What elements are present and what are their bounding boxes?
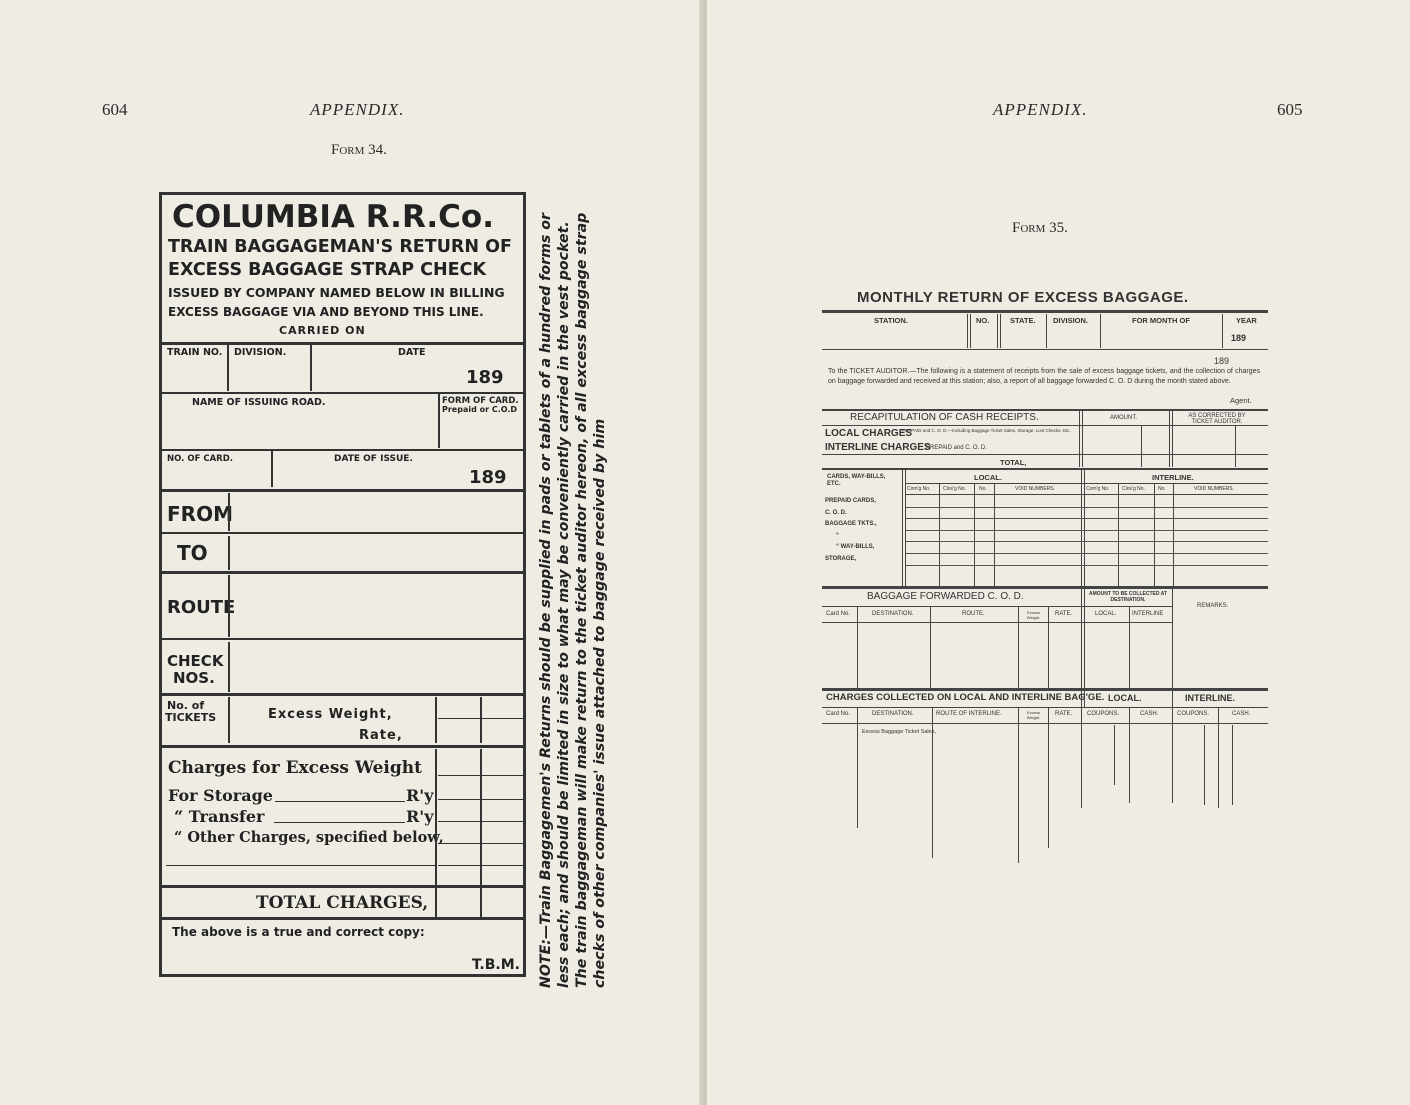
rule	[906, 518, 1268, 519]
rule	[162, 638, 523, 640]
fwd-col: Card No.	[826, 611, 851, 617]
true-copy-text: The above is a true and correct copy:	[172, 925, 425, 939]
rule	[1114, 725, 1115, 785]
rule	[822, 425, 1268, 426]
year-189-b: 189	[469, 467, 507, 488]
excess-ticket-sales: Excess Baggage Ticket Sales,	[862, 729, 936, 735]
rule	[1084, 691, 1085, 707]
rule	[970, 314, 971, 348]
agent-label: Agent.	[1230, 396, 1252, 405]
for-month-label: FOR MONTH OF	[1132, 316, 1190, 325]
fwd-col: Excess Weight.	[1026, 610, 1041, 620]
rule	[1048, 708, 1049, 848]
coll-col: ROUTE OF INTERLINE.	[936, 711, 1002, 717]
rule	[822, 409, 1268, 411]
rule	[1118, 484, 1119, 586]
rule	[162, 917, 523, 920]
rule	[906, 483, 1268, 484]
rule	[822, 468, 1268, 470]
via-line: EXCESS BAGGAGE VIA AND BEYOND THIS LINE.	[168, 305, 484, 319]
rule	[822, 707, 1268, 708]
from-label: FROM	[167, 502, 233, 526]
rule	[162, 489, 523, 492]
form-title-2: EXCESS BAGGAGE STRAP CHECK	[168, 260, 487, 280]
state-label: STATE.	[1010, 316, 1036, 325]
coll-col: Excess Weight.	[1026, 710, 1041, 720]
rule	[1084, 470, 1085, 586]
date-of-issue-label: DATE OF ISSUE.	[334, 454, 413, 464]
coll-col: CASH.	[1232, 711, 1251, 717]
local-head-2: LOCAL.	[1108, 693, 1142, 703]
coll-col: DESTINATION.	[872, 711, 914, 717]
page-number-left: 604	[102, 100, 128, 119]
rule	[1084, 589, 1085, 689]
rule	[967, 314, 968, 348]
check-label: CHECK	[167, 652, 224, 670]
other-charges-label: “ Other Charges, specified below,	[174, 829, 444, 846]
rule	[1081, 470, 1082, 586]
recap-heading: RECAPITULATION OF CASH RECEIPTS.	[850, 412, 1039, 423]
rule	[1204, 725, 1205, 805]
rule	[1172, 589, 1173, 689]
rule	[906, 541, 1268, 542]
charges-collected-heading: CHARGES COLLECTED ON LOCAL AND INTERLINE BAG'GE.	[826, 692, 1105, 703]
interline-charges-label: INTERLINE CHARGES	[825, 442, 931, 453]
no-label: NO.	[976, 316, 990, 325]
year-label: YEAR	[1236, 316, 1257, 325]
route-label: ROUTE	[167, 597, 236, 618]
rule	[1232, 725, 1233, 805]
rule	[906, 553, 1268, 554]
amount-label: AMOUNT.	[1110, 415, 1137, 421]
rule	[822, 586, 1268, 589]
rule	[1172, 411, 1173, 467]
rule	[438, 865, 524, 866]
no-of-label: No. of	[167, 699, 205, 712]
rule	[906, 565, 1268, 566]
transfer-label: “ Transfer	[174, 807, 265, 826]
rule	[1222, 314, 1223, 348]
rule	[930, 607, 931, 689]
fwd-col: ROUTE.	[962, 611, 985, 617]
year-value: 189	[1231, 333, 1247, 343]
rule	[228, 642, 230, 692]
rule	[822, 622, 1172, 623]
rule	[227, 345, 229, 391]
rule	[1048, 607, 1049, 689]
remarks-label: REMARKS.	[1197, 603, 1229, 609]
rule	[857, 607, 858, 689]
rule	[1100, 314, 1101, 348]
rule	[902, 470, 903, 586]
rule	[274, 822, 405, 823]
cards-waybills-label: CARDS, WAY-BILLS, ETC.	[827, 474, 886, 487]
intro-text: To the TICKET AUDITOR.—The following is a statement of receipts from the sale of excess baggage tickets, and the collection of charges on baggage forwarded and received at this station; also, a report of all baggage forwarded C. O. D during the month stated above.	[828, 368, 1260, 385]
rule	[162, 342, 523, 345]
rule	[1018, 708, 1019, 863]
rule	[228, 697, 230, 743]
rule	[1046, 314, 1047, 348]
rule	[822, 688, 1268, 691]
rule	[162, 745, 523, 748]
year-189-a: 189	[466, 367, 504, 388]
interline-head: INTERLINE.	[1152, 473, 1194, 482]
fwd-col: INTERLINE	[1132, 611, 1164, 617]
rule	[822, 310, 1268, 313]
amount-collected-label: AMOUNT TO BE COLLECTED AT DESTINATION.	[1089, 591, 1167, 603]
rule	[438, 843, 524, 844]
rule	[906, 530, 1268, 531]
rule	[438, 821, 524, 822]
coll-col: COUPONS.	[1087, 711, 1120, 717]
division-label-35: DIVISION.	[1053, 316, 1089, 325]
sub-col: No.	[979, 486, 987, 492]
rule	[1129, 607, 1130, 689]
ry-1: R'y	[406, 786, 434, 805]
rule	[1000, 314, 1001, 348]
division-label: DIVISION.	[234, 347, 287, 358]
rule	[994, 484, 995, 586]
left-page	[0, 0, 703, 1105]
rule	[1141, 425, 1142, 467]
rule	[310, 345, 312, 391]
rule	[906, 494, 1268, 495]
rate-label: Rate,	[359, 728, 403, 743]
rule	[822, 723, 1268, 724]
rule	[162, 449, 523, 451]
to-label: TO	[177, 541, 208, 565]
rule	[162, 693, 523, 696]
rule	[1169, 411, 1170, 467]
baggage-forwarded-heading: BAGGAGE FORWARDED C. O. D.	[867, 591, 1024, 602]
row-label: PREPAID CARDS,	[825, 498, 876, 504]
rule	[1081, 691, 1082, 707]
rule	[162, 885, 523, 888]
vertical-note: NOTE:—Train Baggagemen's Returns should be supplied in pads or tablets of a hundred forms or less each; and should be limited in size to what may be conveniently carried in the vest pocket. The train baggageman will make return to the ticket auditor hereon, of all excess baggage strap checks of other companies' issue attached to baggage received by him	[538, 212, 608, 988]
rule	[162, 532, 523, 534]
tbm-signature: T.B.M.	[472, 957, 520, 973]
coll-col: COUPONS.	[1177, 711, 1210, 717]
for-storage-label: For Storage	[168, 786, 273, 805]
charges-excess-label: Charges for Excess Weight	[168, 758, 422, 778]
form-label-34: Form 34.	[331, 142, 387, 158]
rule	[1154, 484, 1155, 586]
rule	[822, 454, 1268, 455]
form-title-1: TRAIN BAGGAGEMAN'S RETURN OF	[168, 237, 512, 257]
coll-col: CASH.	[1140, 711, 1159, 717]
train-no-label: TRAIN NO.	[167, 347, 223, 358]
form-label-35: Form 35.	[1012, 220, 1068, 236]
sub-col: Com'g No.	[907, 486, 931, 492]
issuing-road-label: NAME OF ISSUING ROAD.	[192, 397, 326, 408]
fwd-col: LOCAL.	[1095, 611, 1117, 617]
company-name: COLUMBIA R.R.Co.	[172, 199, 494, 235]
fwd-col: RATE.	[1055, 611, 1073, 617]
rule	[1079, 411, 1080, 467]
fwd-col: DESTINATION.	[872, 611, 914, 617]
sub-col: VOID NUMBERS.	[1015, 486, 1056, 492]
rule	[1081, 589, 1082, 689]
rule	[271, 451, 273, 487]
row-label: “ WAY-BILLS,	[836, 544, 875, 550]
rule	[822, 349, 1268, 350]
coll-col: Card No.	[826, 711, 851, 717]
rule	[1082, 411, 1083, 467]
rule	[906, 507, 1268, 508]
rule	[1172, 691, 1173, 707]
page-number-right: 605	[1277, 100, 1303, 119]
rule	[997, 314, 998, 348]
total-label: TOTAL,	[1000, 458, 1027, 467]
total-charges-label: TOTAL CHARGES,	[256, 893, 429, 913]
running-head-right: APPENDIX.	[993, 100, 1088, 119]
rule	[228, 493, 230, 531]
rule	[438, 775, 524, 776]
rule	[228, 575, 230, 637]
rule	[857, 708, 858, 828]
nos-label: NOS.	[173, 669, 215, 687]
rule	[1235, 425, 1236, 467]
sub-col: No.	[1158, 486, 1166, 492]
rule	[939, 484, 940, 586]
rule	[162, 392, 523, 394]
form-34	[159, 192, 526, 977]
rule	[1173, 484, 1174, 586]
rule	[438, 718, 524, 719]
rule	[435, 697, 437, 743]
row-label: C. O. D.	[825, 510, 847, 516]
excess-weight-label: Excess Weight,	[268, 707, 393, 722]
carried-on: CARRIED ON	[279, 324, 366, 337]
sub-col: Clos'g No.	[943, 486, 966, 492]
date-label: DATE	[398, 347, 426, 358]
as-corrected-label: AS CORRECTED BY TICKET AUDITOR.	[1188, 413, 1246, 425]
sub-col: VOID NUMBERS.	[1194, 486, 1235, 492]
coll-col: RATE.	[1055, 711, 1073, 717]
rule	[435, 749, 437, 919]
row-label: “	[836, 533, 839, 539]
running-head-left: APPENDIX.	[310, 100, 405, 119]
local-head: LOCAL.	[974, 473, 1002, 482]
rule	[1018, 607, 1019, 689]
station-label: STATION.	[874, 316, 908, 325]
rule	[275, 801, 405, 802]
prepaid-cod-label: Prepaid or C.O.D	[442, 405, 518, 414]
sub-col: Clos'g No.	[1122, 486, 1145, 492]
row-label: STORAGE,	[825, 556, 857, 562]
rule	[228, 536, 230, 570]
local-charges-label: LOCAL CHARGES	[825, 428, 913, 439]
local-charges-note: PREPAID and C. O. D.—Including Baggage Ticket Sales, Storage, Lost Checks, Etc.	[902, 428, 1071, 433]
form-35-title: MONTHLY RETURN OF EXCESS BAGGAGE.	[857, 289, 1189, 306]
row-label: BAGGAGE TKTS.,	[825, 521, 877, 527]
rule	[166, 865, 436, 866]
rule	[822, 606, 1172, 607]
form-of-card-label: FORM OF CARD.	[442, 396, 519, 406]
interline-note: PREPAID and C. O. D.	[926, 445, 987, 451]
no-of-card-label: NO. OF CARD.	[167, 454, 233, 464]
interline-head-2: INTERLINE.	[1185, 693, 1236, 703]
ry-2: R'y	[406, 807, 434, 826]
rule	[162, 571, 523, 574]
rule	[438, 394, 440, 448]
rule	[974, 484, 975, 586]
tickets-label: TICKETS	[165, 711, 217, 724]
sub-col: Com'g No.	[1086, 486, 1110, 492]
form-35	[822, 285, 1268, 865]
rule	[480, 697, 482, 743]
rule	[438, 799, 524, 800]
date-line-189: 189	[1214, 356, 1230, 366]
rule	[905, 470, 906, 586]
issued-line: ISSUED BY COMPANY NAMED BELOW IN BILLING	[168, 285, 505, 300]
